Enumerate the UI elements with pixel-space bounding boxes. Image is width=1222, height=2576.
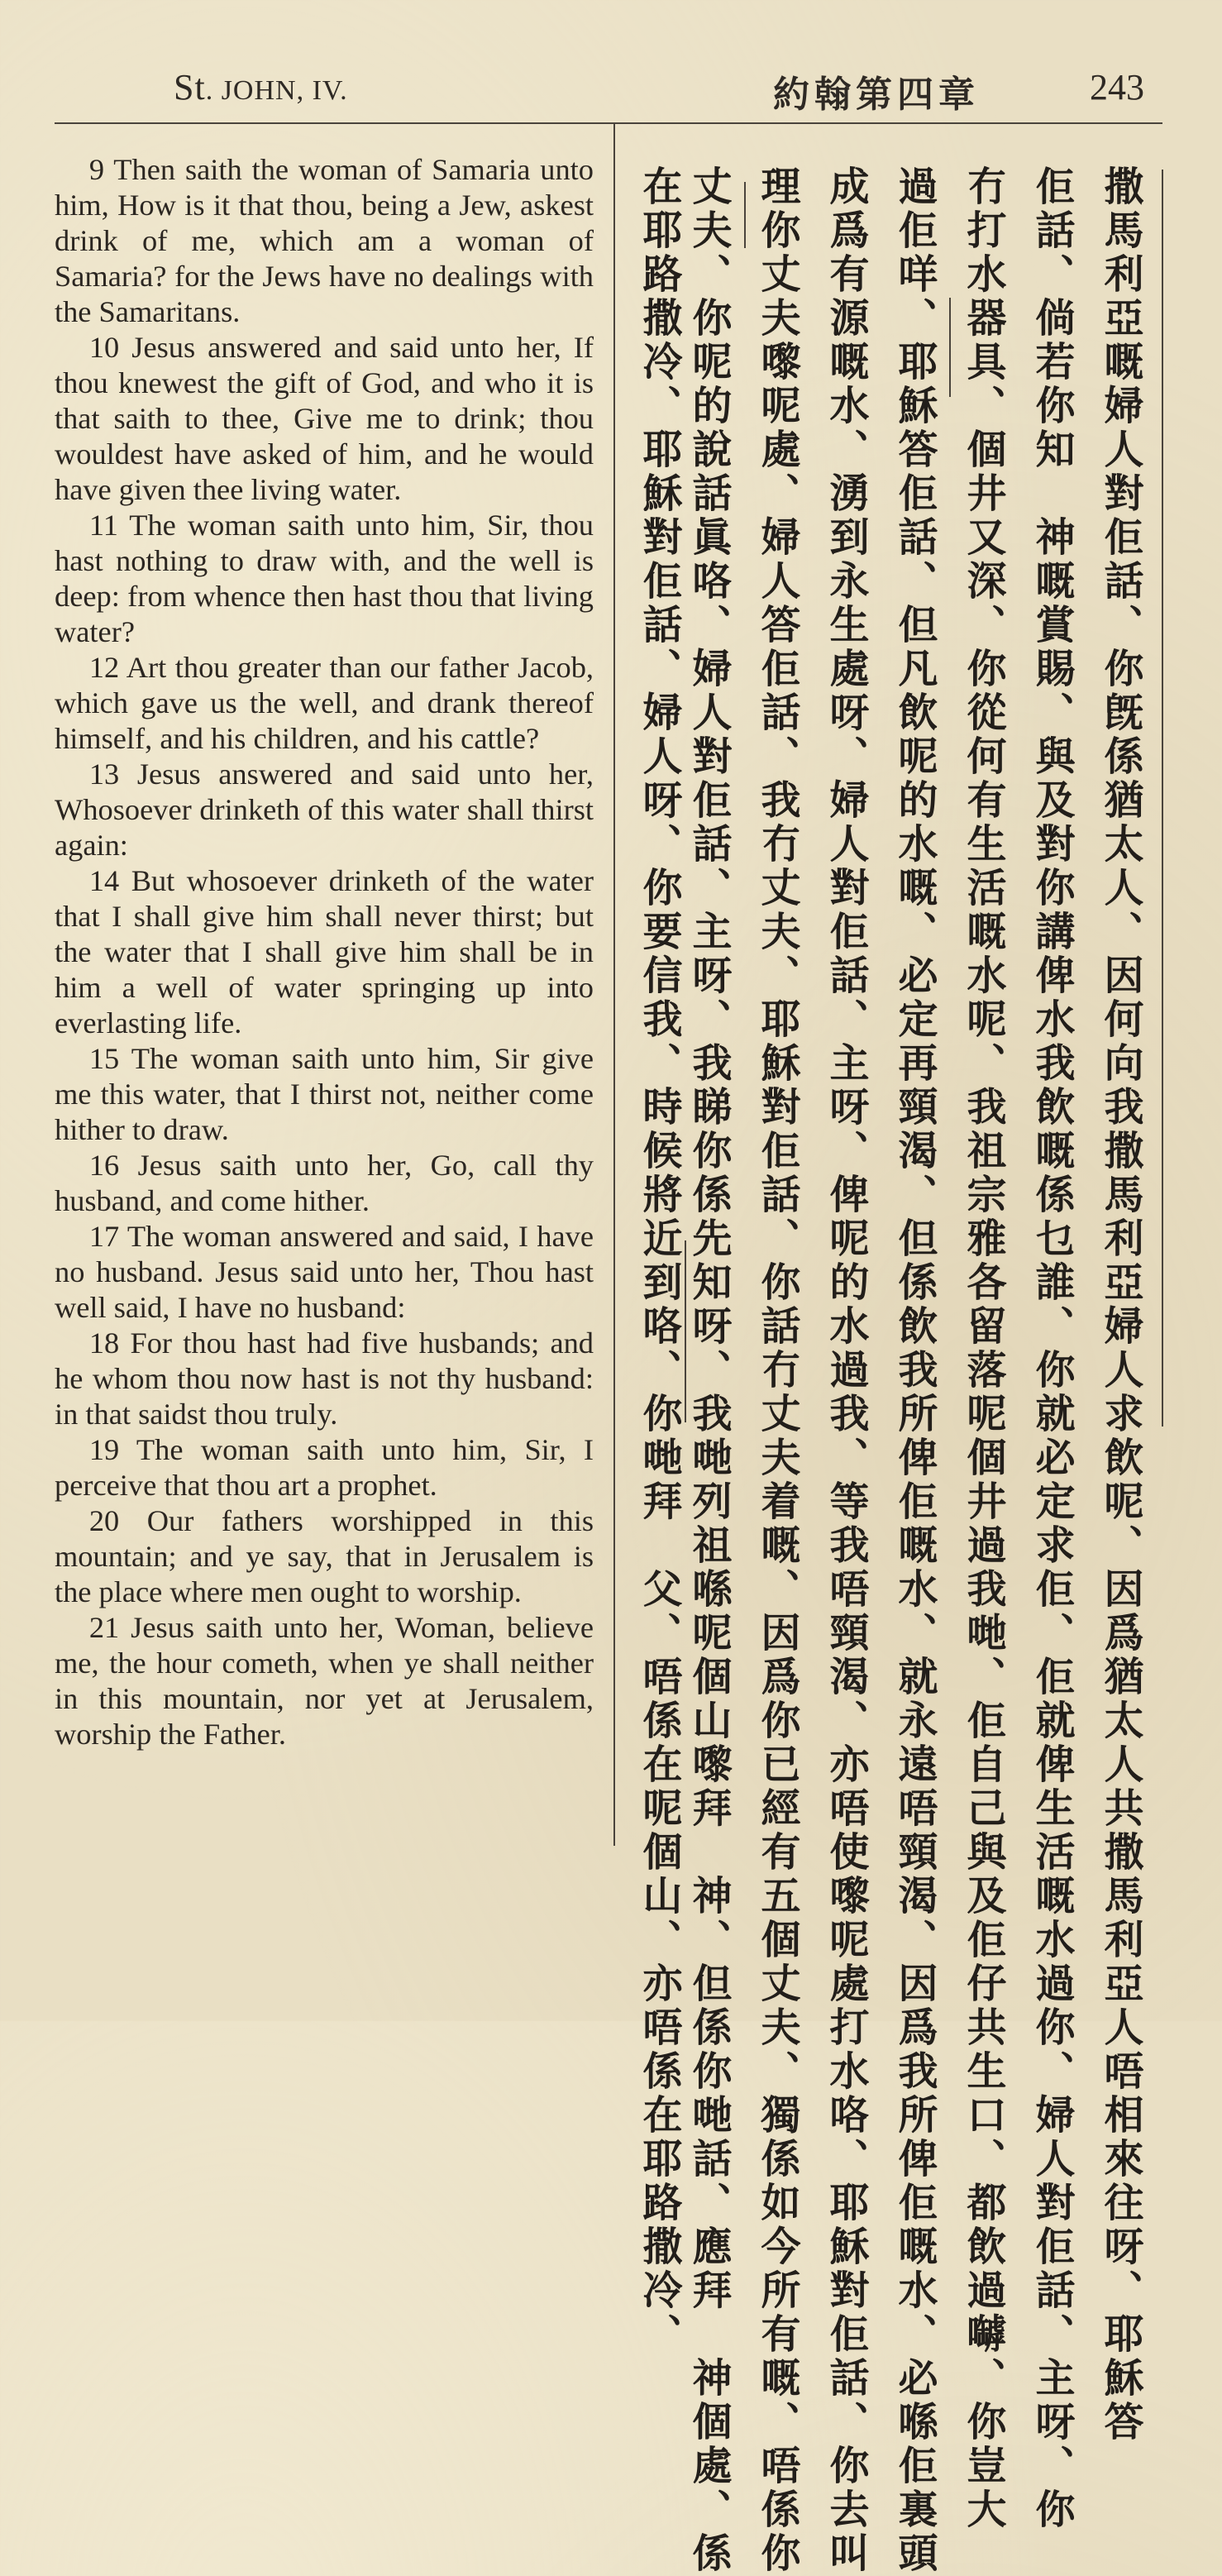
verse-marker-rule — [1162, 170, 1163, 1427]
verse-20: 20 Our fathers worshipped in this mountain; and ye say, that in Jerusalem is the place where men ought to worship. — [55, 1504, 594, 1608]
verse-marker-rule — [744, 182, 746, 248]
verse-15: 15 The woman saith unto him, Sir give me this water, that I thirst not, neither come hither to draw. — [55, 1042, 594, 1146]
verse-marker-rule — [685, 1240, 686, 1422]
verse-14: 14 But whosoever drinketh of the water that I shall give him shall never thirst; but the water that I shall give him shall be in him a well of water springing up into everlasting life. — [55, 864, 594, 1039]
chinese-column-1: 撒馬利亞嘅婦人對佢話、你旣係猶太人、因何向我撒馬利亞婦人求飲呢、因爲猶太人共撒馬利亞人唔相來往呀、耶穌答 — [1097, 165, 1143, 2445]
verse-12: 12 Art thou greater than our father Jacob, which gave us the well, and drank thereof himself, and his children, and his cattle? — [55, 651, 594, 755]
verse-17: 17 The woman answered and said, I have no husband. Jesus said unto her, Thou hast well said, I have no husband: — [55, 1220, 594, 1324]
chinese-column-5: 成爲有源嘅水、湧到永生處呀、婦人對佢話、主呀、俾呢的水過我、等我唔頸渴、亦唔使嚟呢處打水咯、耶穌對佢話、你去叫 — [823, 165, 869, 2576]
running-head-chinese: 約翰第四章 — [773, 74, 980, 116]
running-head-english — [174, 66, 348, 108]
verse-11: 11 The woman saith unto him, Sir, thou hast nothing to draw with, and the well is deep: from whence then hast thou that living water? — [55, 509, 594, 648]
verse-18: 18 For thou hast had five husbands; and he whom thou now hast is not thy husband: in that saidst thou truly. — [55, 1326, 594, 1431]
header-rule — [55, 122, 1162, 124]
column-divider — [613, 124, 615, 1846]
chinese-column-8: 在耶路撒冷、耶穌對佢話、婦人呀、你要信我、時候將近到咯、你哋拜 父、唔係在呢個山、亦唔係在耶路撒冷、 — [636, 165, 682, 2357]
chinese-column-4: 過佢咩、耶穌答佢話、但凡飲呢的水嘅、必定再頸渴、但係飲我所俾佢嘅水、就永遠唔頸渴、因爲我所俾佢嘅水、必喺佢裏頭 — [891, 165, 938, 2576]
chinese-column-3: 冇打水器具、個井又深、你從何有生活嘅水呢、我祖宗雅各留落呢個井過我哋、佢自己與及佢仔共生口、都飲過嚹、你豈大 — [960, 165, 1006, 2532]
page-number: 243 — [1090, 67, 1144, 108]
english-text-column — [55, 152, 594, 1752]
verse-16: 16 Jesus saith unto her, Go, call thy husband, and come hither. — [55, 1149, 594, 1217]
verse-marker-rule — [949, 298, 951, 397]
running-head-rest: . JOHN, IV. — [205, 75, 348, 106]
verse-9: 9 Then saith the woman of Samaria unto him, How is it that thou, being a Jew, askest drink of me, which am a woman of Samaria? for the Jews have no dealings with the Samaritans. — [55, 153, 594, 328]
verse-13: 13 Jesus answered and said unto her, Whosoever drinketh of this water shall thirst again: — [55, 758, 594, 862]
verse-19: 19 The woman saith unto him, Sir, I perceive that thou art a prophet. — [55, 1433, 594, 1502]
chinese-column-7: 丈夫、你呢的說話眞咯、婦人對佢話、主呀、我睇你係先知呀、我哋列祖喺呢個山嚟拜 神、但係你哋話、應拜 神個處、係 — [685, 165, 732, 2576]
verse-21: 21 Jesus saith unto her, Woman, believe me, the hour cometh, when ye shall neither in this mountain, nor yet at Jerusalem, worship the Father. — [55, 1611, 594, 1751]
chinese-column-2: 佢話、倘若你知 神嘅賞賜、與及對你講俾水我飲嘅係乜誰、你就必定求佢、佢就俾生活嘅水過你、婦人對佢話、主呀、你 — [1029, 165, 1075, 2532]
running-head-prefix: St — [174, 67, 206, 108]
chinese-column-6: 理你丈夫嚟呢處、婦人答佢話、我冇丈夫、耶穌對佢話、你話冇丈夫着嘅、因爲你已經有五個丈夫、獨係如今所有嘅、唔係你 — [754, 165, 800, 2576]
verse-10: 10 Jesus answered and said unto her, If thou knewest the gift of God, and who it is that saith to thee, Give me to drink; thou wouldest have asked of him, and he would have given thee living water. — [55, 331, 594, 506]
